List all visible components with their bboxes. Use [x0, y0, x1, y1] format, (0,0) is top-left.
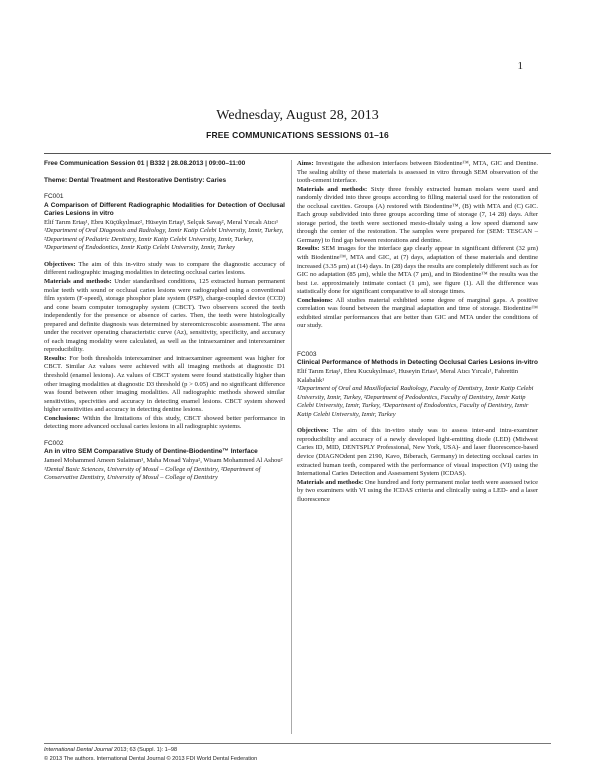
footer-copyright: © 2013 The authors. International Dental Journal © 2013 FDI World Dental Federation [44, 756, 258, 762]
conclusions-paragraph [297, 297, 538, 331]
abstract-title: Clinical Performance of Methods in Detecting Occlusal Caries Lesions in-vitro [297, 359, 538, 367]
right-column [297, 160, 538, 504]
objectives-label: Objectives: [297, 427, 329, 435]
abstract-fc001 [44, 193, 285, 432]
theme-heading: Theme: Dental Treatment and Restorative Dentistry: Caries [44, 176, 227, 184]
abstract-authors: Elif Tarım Ertaş¹, Ebru Küçükyılmaz², Hüseyin Ertaş³, Selçuk Savaş², Meral Yırcalı Atıcı¹ [44, 218, 279, 226]
aims-text: Investigate the adhesion interfaces between Biodentine™, MTA, GIC and Dentine. The sealing ability of these materials is assessed in vitro through SEM observation of the tooth-cement interface. [297, 160, 539, 185]
methods-paragraph [44, 278, 285, 355]
footer-rule [44, 743, 551, 744]
methods-label: Materials and methods: [44, 278, 112, 286]
header-rule [44, 153, 551, 154]
results-paragraph [297, 245, 538, 296]
methods-text: Under standardised conditions, 125 extracted human permanent molar teeth with sound or occlusal caries lesions were radiographed using a conventional film system (F-speed), storage phosphor plate system (PSP), charge-coupled device (CCD) and cone beam computer tomography system (CBCT). Two observers scored the teeth independently for the presence or absence of caries. Then, the teeth were histologically prepared and definite diagnosis was determined by stereomicroscobic assessment. The area under the receiver operating characteristic curve (Az), sensitivity, specificity, and accuracy of each imaging modality were calculated, as well as the intraexaminer and interexaminer reproducibility. [44, 278, 285, 354]
methods-text: One hundred and forty permanent molar teeth were assessed twice by two examiners with VI using the ICDAS criteria and clinically using a LED- and a laser fluorescence [297, 478, 538, 503]
abstract-fc002 [44, 440, 285, 483]
date-heading: Wednesday, August 28, 2013 [216, 108, 379, 123]
left-column [44, 160, 285, 483]
aims-paragraph [297, 160, 538, 186]
results-label: Results: [44, 354, 67, 362]
aims-label: Aims: [297, 160, 314, 167]
methods-text: Sixty three freshly extracted human molars were used and randomly divided into three groups according to filling material used for the restoration of the occlusal cavities. Groups (A) restored with Biodentine™, (B) with MTA and (C) GIC. Each group subdivided into three groups according time of storage (7, 14 28) days. After storage period, the teeth were sectioned mesio-distaly using a low speed diamond saw through the center of the restoration. The samples were prepared for (SEM: TESCAN – Germany) to find gap between restorations and dentine. [297, 185, 538, 244]
objectives-text: The aim of this in-vitro study was to assess inter-and intra-examiner reproducibility and accuracy of a newly developed light-emitting diode (LED) (Midwest Caries ID, MID, DENTSPLY Professional, New York, USA)- and laser fluorescence-based device (DIAGNOdent pen 2190, Kavo, Biberach, Germany) in detecting occlusal caries in extracted human teeth, compared with the performance of visual inspection (VI) using the International Caries Detection and Assessment System (ICDAS). [297, 427, 538, 478]
objectives-label: Objectives: [44, 260, 76, 268]
abstract-affiliations: ¹Department of Oral Diagnosis and Radiology, Izmir Katip Celebi University, Izmir, Turkey, ²Department of Pediatric Dentistry, Izmir Katip Celebi University, Izmir, Turkey, ³Department of Endodontics, Izmir Katip Celebi University, Izmir, Turkey [44, 227, 284, 252]
session-info: Free Communication Session 01 | B332 | 28.08.2013 | 09:00–11:00 [44, 160, 246, 167]
results-text: SEM images for the interface gap clearly appear in significant different (32 μm) with Biodentine™, MTA and GIC, at (7) days, adaptation of these materials and dentine increased (3.35 μm) at (14) days. In (28) days the results are completely different such as for GIC no adaptation (85 μm), while the MTA (7 μm), and in Biodentine™ the results was the best i.e. approximately intimate contact (1 μm), see figure (1). All the difference was statistically done for significant comparative to all storage times. [297, 245, 538, 296]
methods-paragraph [297, 186, 538, 246]
abstract-affiliations: ¹Dental Basic Sciences, University of Mosul – College of Dentistry, ²Department of Conservative Dentistry, University of Mosul – College of Dentistry [44, 465, 261, 482]
methods-label: Materials and methods: [297, 185, 368, 193]
results-text: For both thresholds interexaminer and intraexaminer agreement was higher for CBCT. Similar Az values were achieved with all imaging methods at diagnostic D1 threshold (enamel lesions). Az values of CBCT system were found statistically higher than other imaging modalities at diagnostic D3 threshold (p > 0.05) and no significant difference was found between other imaging modalities. All radiographic methods showed similar sensitivities, specivities and accuracy in detecting enamel lesions. CBCT system showed higher sensitivities and accuracy in detecting dentine lesions. [44, 354, 285, 414]
results-paragraph [44, 355, 285, 415]
conclusions-paragraph [44, 415, 285, 432]
abstract-code: FC003 [297, 350, 317, 358]
abstract-code: FC002 [44, 439, 64, 447]
journal-name: International Dental Journal [44, 747, 113, 753]
abstract-title: A Comparison of Different Radiographic Modalities for Detection of Occlusal Caries Lesions in vitro [44, 201, 285, 218]
objectives-paragraph [44, 261, 285, 278]
methods-label: Materials and methods: [297, 478, 364, 486]
conclusions-text: Within the limitations of this study, CBCT showed better performance in detecting more advanced occlusal caries lesions in all radiographic systems. [44, 414, 285, 431]
abstract-authors: Elif Tarım Ertaş¹, Ebru Kucukyılmaz², Huseyin Ertas³, Meral Atıcı Yırcalı¹, Fahrettin Kalabalık¹ [297, 368, 519, 384]
objectives-paragraph [297, 427, 538, 478]
conclusions-text: All studies material exhibited some degree of marginal gaps. A positive correlation was found between the marginal adaptation and time of storage. Biodentine™ exhibited similar performances that are better than GIC and MTA under the conditions of our study. [297, 296, 538, 330]
page-number: 1 [517, 60, 523, 72]
sessions-heading: FREE COMMUNICATIONS SESSIONS 01–16 [206, 130, 389, 140]
methods-paragraph [297, 479, 538, 505]
abstract-authors: Jameel Mohammed Ameen Sulaiman¹, Maha Mosad Yahya², Wisam Mohammed Al Ashou² [44, 456, 283, 464]
abstract-title: An in vitro SEM Comparative Study of Dentine-Biodentine™ Interface [44, 448, 258, 456]
journal-citation: 2013; 63 (Suppl. 1): 1–98 [112, 747, 178, 753]
abstract-code: FC001 [44, 193, 64, 201]
objectives-text: The aim of this in-vitro study was to compare the diagnostic accuracy of different radiographic imaging modalities in detecting occlusal caries lesions. [44, 260, 285, 277]
conclusions-label: Conclusions: [44, 414, 80, 422]
results-label: Results: [297, 245, 320, 253]
column-divider [291, 160, 292, 734]
abstract-fc003 [297, 351, 538, 504]
conclusions-label: Conclusions: [297, 296, 333, 304]
footer-citation [44, 747, 177, 753]
abstract-affiliations: ¹Department of Oral and Maxillofacial Radiology, Faculty of Dentistry, Izmir Katip Celebi University, Izmir, Turkey, ²Department of Pedodontics, Faculty of Dentistry, Izmir Katip Celebi University, Izmir, Turkey, ³Department of Endodontics, Faculty of Dentistry, Izmir Katip Celebi University, Izmir, Turkey [297, 385, 534, 418]
